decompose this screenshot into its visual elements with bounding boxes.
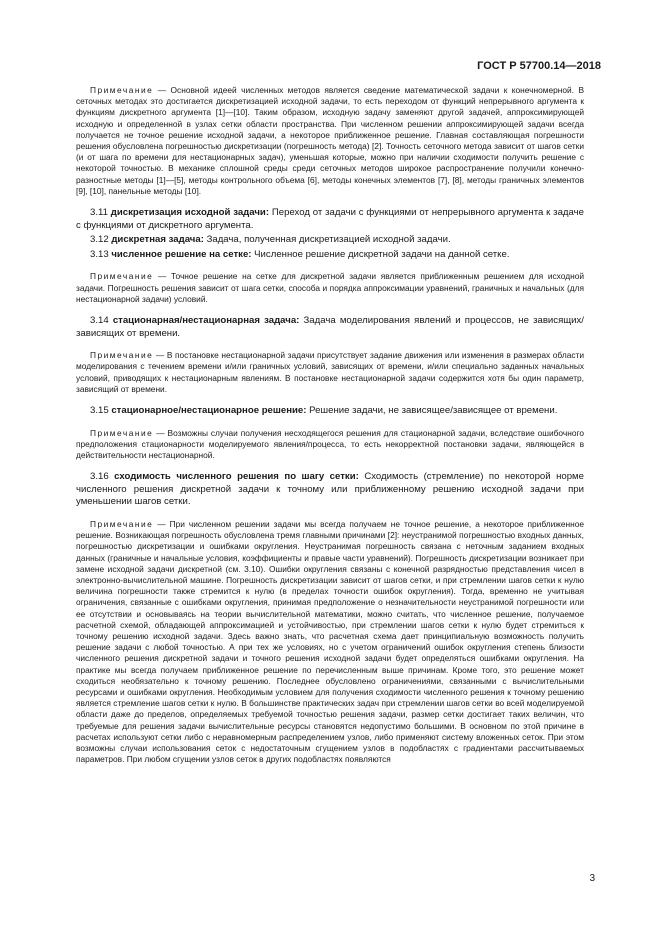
term-title: стационарное/нестационарное решение:	[111, 405, 307, 417]
term-definition: Сходимость (стремление) по некоторой норме численного решения дискретной задачи к точному или приближенному решению исходной задачи при уменьшении шагов сетки.	[76, 471, 584, 508]
note-dash: —	[153, 427, 168, 438]
note-text: Точное решение на сетке для дискретной задачи является приближенным решением для исходной задачи. Погрешность решения зависит от шага сетки, способа и порядка аппроксимации уравнений, граничных и начальных (для нестационарной задачи) условий.	[76, 271, 584, 304]
term-3-12	[76, 234, 584, 247]
term-number: 3.13	[90, 248, 112, 260]
note-paragraph	[76, 428, 584, 462]
term-title: стационарная/нестационарная задача:	[112, 315, 300, 327]
term-3-11	[76, 207, 584, 232]
note-dash: —	[153, 519, 170, 529]
term-title: дискретизация исходной задачи:	[110, 207, 270, 219]
note-paragraph	[76, 519, 584, 765]
term-title: численное решение на сетке:	[111, 248, 252, 260]
term-definition: Задача, полученная дискретизацией исходной задачи.	[203, 234, 451, 246]
term-title: сходимость численного решения по шагу сетки:	[114, 471, 359, 483]
page-content	[76, 85, 584, 775]
term-number: 3.11	[90, 207, 111, 219]
term-definition: Задача моделирования явлений и процессов, не зависящих/зависящих от времени.	[76, 315, 584, 339]
note-text: В постановке нестационарной задачи присутствует задание движения или изменения в размерах области моделирования с течением времени и/или граничных условий, зависящих от времени, и/или специально заданных начальных условий, приводящих к нестационарным явлениям. В постановке нестационарной задачи содержится хотя бы один параметр, зависящий от времени.	[76, 350, 584, 394]
term-3-16	[76, 471, 584, 509]
note-label: Примечание	[90, 271, 154, 282]
term-3-13	[76, 249, 584, 262]
note-dash: —	[153, 271, 172, 282]
note-paragraph	[76, 85, 584, 197]
term-title: дискретная задача:	[111, 234, 204, 246]
term-3-14	[76, 315, 584, 340]
note-paragraph	[76, 350, 584, 395]
note-text: Основной идеей численных методов является сведение математической задачи к конечномерной. В сеточных методах это достигается дискретизацией исходной задачи, то есть переходом от функций непрерывного аргумента к функциям дискретного аргумента [1]—[10]. Таким образом, исходную задачу заменяют другой задачей, аппроксимирующей исходную и определенной в узлах сетки области пространства. При численном решении аппроксимирующей задачи всегда получается не точное решение исходной задачи, а некоторое приближенное решение. Главная составляющая погрешности решения обусловлена погрешностью дискретизации (погрешность метода) [2]. Точность сеточного метода зависит от шагов сетки (и от шага по времени для нестационарных задач), уменьшая которые, можно при наличии сходимости получить решение с некоторой точностью. В механике сплошной среды среди сеточных методов широкое распространение получили конечно-разностные методы [1]—[5], методы контрольного объема [6], методы конечных элементов [7], [8], методы граничных элементов [9], [10], панельные методы [10].	[76, 85, 585, 196]
note-label: Примечание	[90, 427, 154, 438]
note-dash: —	[153, 85, 171, 95]
term-number: 3.12	[90, 234, 112, 246]
note-dash: —	[153, 350, 167, 361]
note-label: Примечание	[90, 350, 154, 361]
note-text: При численном решении задачи мы всегда получаем не точное решение, а некоторое приближенное решение. Возникающая погрешность обусловлена тремя главными причинами [2]: неустранимой погрешностью входных данных, погрешностью дискретизации и ошибками округления. Неустранимая погрешность связана с неточным заданием входных данных (граничные и начальные условия, коэффициенты и правые части уравнений). Погрешность дискретизации возникает при замене исходной задачи дискретной (см. 3.10). Ошибки округления связаны с конечной разрядностью представления чисел в электронно-вычислительной машине. Погрешность дискретизации зависит от шагов сетки, и при стремлении шагов сетки к нулю величина погрешности также стремится к нулю (в пределах точности ошибок округления). Тогда, временно не учитывая ограничения, связанные с ошибками округления, принимая предположение о незначительности неустранимой погрешности или ее отсутствии и основываясь на теории вычислительной математики, можно считать, что численное решение, получаемое расчетной схемой, обладающей аппроксимацией и устойчивостью, при стремлении шагов сетки к нулю будет стремиться к точному решению исходной задачи. Здесь важно знать, что расчетная схема дает принципиальную возможность получить решение задачи с любой точностью. А при тех же условиях, но с учетом ограничений ошибок округления степень близости численного решения дискретной задачи и точного решения исходной задачи будет определяться ошибками округления. На практике мы всегда получаем приближенное решение по перечисленным выше причинам. Кроме того, это решение может сходиться необязательно к точному решению. Последнее обусловлено ограничениями, связанными с вычислительными ресурсами и ошибками округления. Необходимым условием для получения сходимости численного решения к точному решению является стремление шагов сетки к нулю. В большинстве практических задач при стремлении шагов сетки во всей моделируемой области даже до пределов, определяемых требуемой точностью решения задачи, размер сетки достигает таких величин, что требуемые для решения задачи вычислительные ресурсы становятся недопустимо большими. В основном по этой причине в расчетах используют сетки либо с неравномерным распределением узлов, либо применяют систему вложенных сеток. При этом возможны случаи использования сеток с недостаточным сгущением узлов в подобластях с градиентами рассчитываемых параметров. При любом сгущении узлов сеток в других подобластях появляются	[76, 519, 584, 765]
document-id: ГОСТ Р 57700.14—2018	[477, 60, 601, 72]
term-definition: Численное решение дискретной задачи на данной сетке.	[251, 248, 510, 260]
page-number: 3	[589, 873, 595, 884]
note-paragraph	[76, 271, 584, 305]
term-3-15	[76, 405, 584, 418]
term-definition: Решение задачи, не зависящее/зависящее от времени.	[306, 405, 558, 417]
term-definition: Переход от задачи с функциями от непрерывного аргумента к задаче с функциями от дискретного аргумента.	[76, 207, 584, 231]
term-number: 3.15	[90, 405, 112, 417]
note-text: Возможны случаи получения несходящегося решения для стационарной задачи, вследствие ошибочного предположения стационарности моделируемого явления/процесса, то есть некорректной постановки задачи, являющейся в действительности нестационарной.	[76, 427, 584, 461]
note-label: Примечание	[90, 519, 154, 529]
note-label: Примечание	[90, 85, 154, 95]
term-number: 3.16	[90, 471, 115, 483]
term-number: 3.14	[90, 315, 113, 327]
